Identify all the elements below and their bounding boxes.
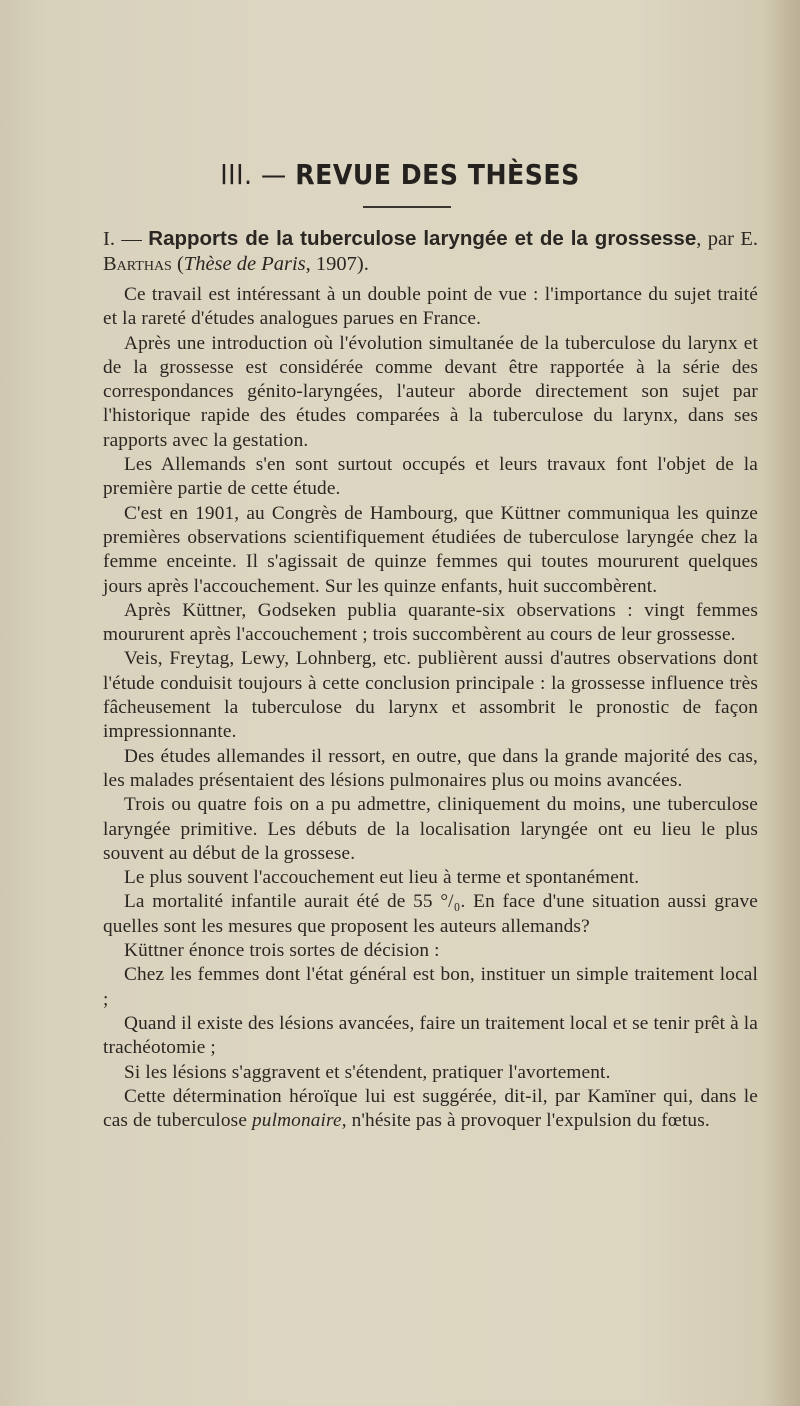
- article-title: Rapports de la tuberculose laryngée et de la grossesse: [148, 227, 697, 250]
- paragraph: Le plus souvent l'accouchement eut lieu à terme et spontanément.: [124, 867, 640, 889]
- section-title: [0, 158, 800, 191]
- article-by: , par E.: [696, 228, 759, 250]
- paragraph: C'est en 1901, au Congrès de Hambourg, que Küttner communiqua les quinze premières observations scientifiquement étudiées de tuberculose laryngée chez la femme enceinte. Il s'agissait de quinze femmes qui toutes moururent quelques jours après l'accouchement. Sur les quinze enfants, huit succombèrent.: [103, 502, 758, 597]
- section-number: III. —: [220, 158, 287, 191]
- last-paragraph-after: , n'hésite pas à provoquer l'expulsion du fœtus.: [341, 1110, 710, 1132]
- paragraph: Veis, Freytag, Lewy, Lohnberg, etc. publièrent aussi d'autres observations dont l'étude conduisit toujours à cette conclusion principale : la grossesse influence très fâcheusement la tuberculose du larynx et assombrit le pronostic de façon impressionnante.: [103, 648, 758, 743]
- section-title-text: REVUE DES THÈSES: [295, 158, 580, 191]
- paragraph: Trois ou quatre fois on a pu admettre, cliniquement du moins, une tuberculose laryngée primitive. Les débuts de la localisation laryngée ont eu lieu le plus souvent au début de la grossese.: [103, 794, 758, 864]
- article-heading: [103, 226, 758, 277]
- paragraph: Après Küttner, Godseken publia quarante-six observations : vingt femmes moururent après l'accouchement ; trois succombèrent au cours de leur grossesse.: [103, 599, 758, 646]
- last-paragraph-italic: pulmonaire: [252, 1110, 342, 1132]
- paragraph: Des études allemandes il ressort, en outre, que dans la grande majorité des cas, les malades présentaient des lésions pulmonaires plus ou moins avancées.: [103, 745, 758, 791]
- page-spine-shadow: [760, 0, 800, 1406]
- article-ref-title: Thèse de Paris: [183, 253, 306, 275]
- paragraph: Si les lésions s'aggravent et s'étendent, pratiquer l'avortement.: [124, 1061, 611, 1083]
- last-paragraph-before: Cette détermination héroïque lui est suggérée, dit-il, par Kamïner qui, dans le cas de tuberculose: [103, 1085, 758, 1132]
- paragraph: Küttner énonce trois sortes de décision :: [124, 940, 440, 962]
- paragraph: Après une introduction où l'évolution simultanée de la tuberculose du larynx et de la grossesse est considérée comme devant être rapportée à la série des correspondances génito-laryngées, l'auteur aborde directement son sujet par l'historique rapide des études comparées à la tuberculose du larynx, dans ses rapports avec la gestation.: [103, 332, 758, 451]
- article-number: I. —: [103, 228, 142, 250]
- paragraph: Chez les femmes dont l'état général est bon, instituer un simple traitement local ;: [103, 964, 758, 1010]
- article-ref-open: (: [171, 253, 184, 275]
- last-paragraph: [103, 1085, 758, 1134]
- title-rule: [363, 206, 451, 208]
- article-ref-close: , 1907).: [305, 253, 369, 275]
- article: [103, 226, 758, 1133]
- paragraph: La mortalité infantile aurait été de 55 °/₀. En face d'une situation aussi grave quelles sont les mesures que proposent les auteurs allemands?: [103, 891, 758, 937]
- paragraph: Les Allemands s'en sont surtout occupés et leurs travaux font l'objet de la première partie de cette étude.: [103, 454, 758, 500]
- paragraph: Ce travail est intéressant à un double point de vue : l'importance du sujet traité et la rareté d'études analogues parues en France.: [103, 284, 758, 330]
- article-author: Barthas: [103, 253, 172, 275]
- paragraph: Quand il existe des lésions avancées, faire un traitement local et se tenir prêt à la trachéotomie ;: [103, 1012, 758, 1059]
